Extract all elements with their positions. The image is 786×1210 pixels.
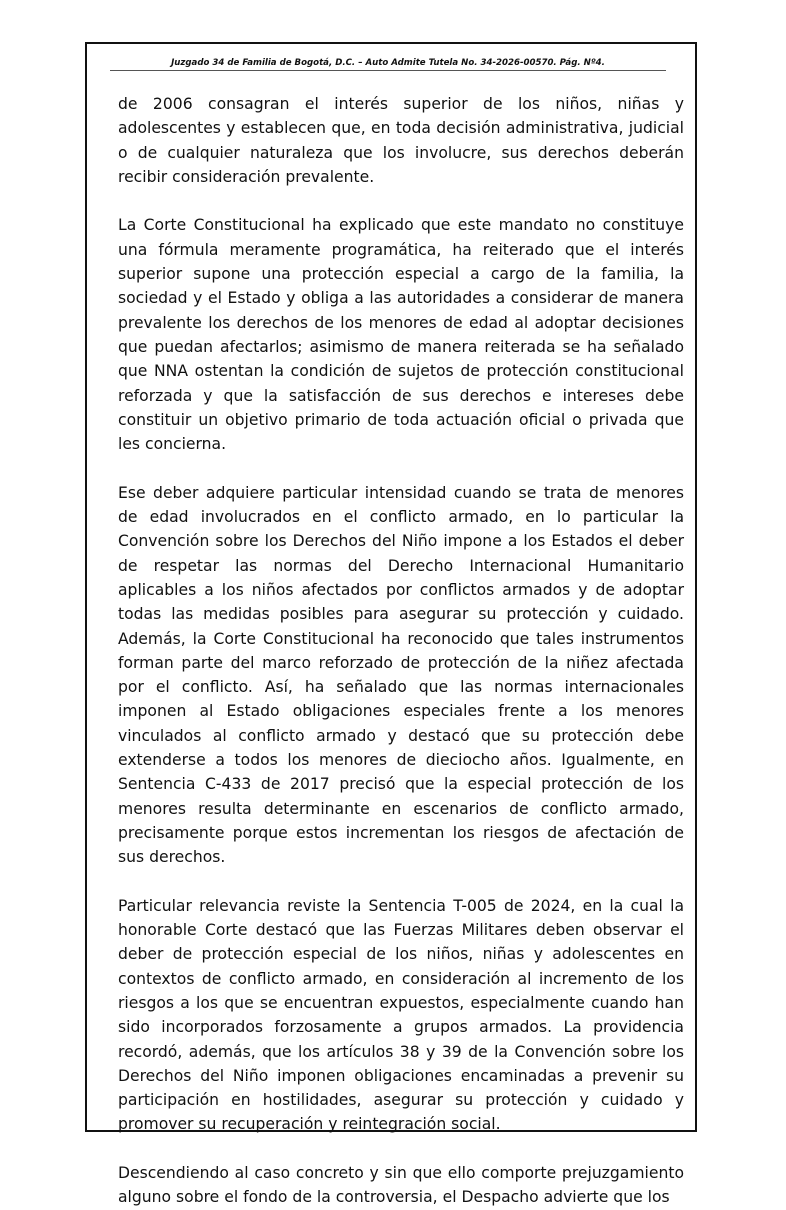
paragraph-5: Descendiendo al caso concreto y sin que ello comporte prejuzgamiento alguno sobre el fondo de la controversia, el Despacho advierte que los — [118, 1164, 684, 1207]
document-body — [118, 92, 684, 1210]
paragraph-1: de 2006 consagran el interés superior de los niños, niñas y adolescentes y establecen que, en toda decisión administrativa, judicial o de cualquier naturaleza que los involucre, sus derechos deberán recibir consideración prevalente. — [118, 95, 684, 186]
page-header: Juzgado 34 de Familia de Bogotá, D.C. – Auto Admite Tutela No. 34-2026-00570. Pág. Nº4. — [171, 58, 605, 68]
paragraph-4: Particular relevancia reviste la Sentencia T-005 de 2024, en la cual la honorable Corte destacó que las Fuerzas Militares deben observar el deber de protección especial de los niños, niñas y adolescentes en contextos de conflicto armado, en consideración al incremento de los riesgos a los que se encuentran expuestos, especialmente cuando han sido incorporados forzosamente a grupos armados. La providencia recordó, además, que los artículos 38 y 39 de la Convención sobre los Derechos del Niño imponen obligaciones encaminadas a prevenir su participación en hostilidades, asegurar su protección y cuidado y promover su recuperación y reintegración social. — [118, 896, 684, 1134]
paragraph-3: Ese deber adquiere particular intensidad cuando se trata de menores de edad involucrados en el conflicto armado, en lo particular la Convención sobre los Derechos del Niño impone a los Estados el deber de respetar las normas del Derecho Internacional Humanitario aplicables a los niños afectados por conflictos armados y de adoptar todas las medidas posibles para asegurar su protección y cuidado. Además, la Corte Constitucional ha reconocido que tales instrumentos forman parte del marco reforzado de protección de la niñez afectada por el conflicto. Así, ha señalado que las normas internacionales imponen al Estado obligaciones especiales frente a los menores vinculados al conflicto armado y destacó que su protección debe extenderse a todos los menores de dieciocho años. Igualmente, en Sentencia C-433 de 2017 precisó que la especial protección de los menores resulta determinante en escenarios de conflicto armado, precisamente porque estos incrementan los riesgos de afectación de sus derechos. — [118, 483, 684, 867]
paragraph-2: La Corte Constitucional ha explicado que este mandato no constituye una fórmula meramente programática, ha reiterado que el interés superior supone una protección especial a cargo de la familia, la sociedad y el Estado y obliga a las autoridades a considerar de manera prevalente los derechos de los menores de edad al adoptar decisiones que puedan afectarlos; asimismo de manera reiterada se ha señalado que NNA ostentan la condición de sujetos de protección constitucional reforzada y que la satisfacción de sus derechos e intereses debe constituir un objetivo primario de toda actuación oficial o privada que les concierna. — [118, 216, 684, 454]
header-divider — [110, 70, 666, 71]
